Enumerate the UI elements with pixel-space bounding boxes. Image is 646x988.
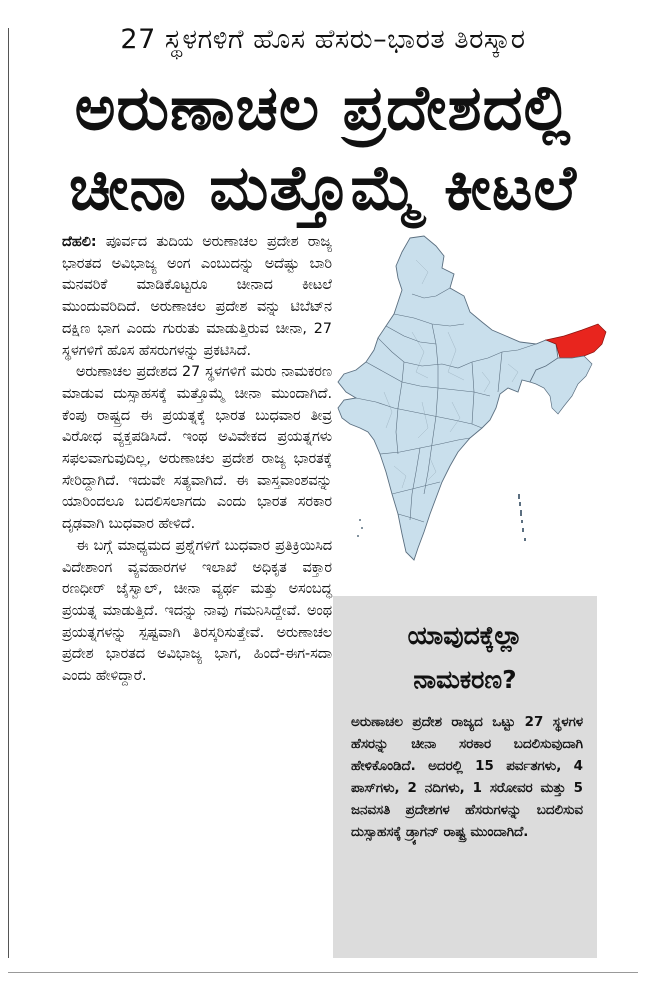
lakshadweep-islands bbox=[357, 519, 363, 537]
article-paragraph: ಈ ಬಗ್ಗೆ ಮಾಧ್ಯಮದ ಪ್ರಶ್ನೆಗಳಿಗೆ ಬುಧವಾರ ಪ್ರತಿಕ್ರಿಯಿಸಿದ ವಿದೇಶಾಂಗ ವ್ಯವಹಾರಗಳ ಇಲಾಖೆ ಅಧಿಕೃತ ವಕ್ತಾರ ರಣಧೀರ್ ಜೈಸ್ವಾಲ್, ಚೀನಾ ವ್ಯರ್ಥ ಮತ್ತು ಅಸಂಬದ್ಧ ಪ್ರಯತ್ನ ಮಾಡುತ್ತಿದೆ. ಇದನ್ನು ನಾವು ಗಮನಿಸಿದ್ದೇವೆ. ಅಂಥ ಪ್ರಯತ್ನಗಳನ್ನು ಸ್ಪಷ್ಟವಾಗಿ ತಿರಸ್ಕರಿಸುತ್ತೇವೆ. ಅರುಣಾಚಲ ಪ್ರದೇಶ ಭಾರತದ ಅವಿಭಾಜ್ಯ ಭಾಗ, ಹಿಂದೆ-ಈಗ-ಸದಾ ಎಂದು ಹೇಳಿದ್ದಾರೆ. bbox=[62, 537, 332, 685]
sidebar-box bbox=[333, 596, 597, 958]
article-body bbox=[62, 232, 332, 688]
india-map-graphic bbox=[332, 232, 610, 582]
sidebar-title-line-1: ಯಾವುದಕ್ಕೆಲ್ಲಾ bbox=[407, 621, 523, 650]
kicker-headline: 27 ಸ್ಥಳಗಳಿಗೆ ಹೊಸ ಹೆಸರು–ಭಾರತ ತಿರಸ್ಕಾರ bbox=[120, 24, 526, 55]
article-paragraph bbox=[62, 232, 332, 362]
india-landmass bbox=[338, 236, 558, 560]
bottom-rule bbox=[8, 972, 638, 973]
headline-line-2: ಚೀನಾ ಮತ್ತೊಮ್ಮೆ ಕೀಟಲೆ bbox=[68, 151, 578, 224]
paragraph-1-text: ಪೂರ್ವದ ತುದಿಯ ಅರುಣಾಚಲ ಪ್ರದೇಶ ರಾಜ್ಯ ಭಾರತದ ಅವಿಭಾಜ್ಯ ಅಂಗ ಎಂಬುದನ್ನು ಅದೆಷ್ಟು ಬಾರಿ ಮನವರಿಕೆ ಮಾಡಿಕೊಟ್ಟರೂ ಚೀನಾದ ಕೀಟಲೆ ಮುಂದುವರಿದಿದೆ. ಅರುಣಾಚಲ ಪ್ರದೇಶ ವನ್ನು ಟಿಬೆಟ್‌ನ ದಕ್ಷಿಣ ಭಾಗ ಎಂದು ಗುರುತು ಮಾಡುತ್ತಿರುವ ಚೀನಾ, 27 ಸ್ಥಳಗಳಿಗೆ ಹೊಸ ಹೆಸರುಗಳನ್ನು ಪ್ರಕಟಿಸಿದೆ. bbox=[62, 234, 332, 359]
andaman-islands bbox=[518, 494, 526, 541]
article-paragraph: ಅರುಣಾಚಲ ಪ್ರದೇಶದ 27 ಸ್ಥಳಗಳಿಗೆ ಮರು ನಾಮಕರಣ ಮಾಡುವ ದುಸ್ಸಾಹಸಕ್ಕೆ ಮತ್ತೊಮ್ಮೆ ಚೀನಾ ಮುಂದಾಗಿದೆ. ಕೆಂಪು ರಾಷ್ಟ್ರದ ಈ ಪ್ರಯತ್ನಕ್ಕೆ ಭಾರತ ಬುಧವಾರ ತೀವ್ರ ವಿರೋಧ ವ್ಯಕ್ತಪಡಿಸಿದೆ. ಇಂಥ ಅವಿವೇಕದ ಪ್ರಯತ್ನಗಳು ಸಫಲವಾಗುವುದಿಲ್ಲ, ಅರುಣಾಚಲ ಪ್ರದೇಶ ರಾಜ್ಯ ಭಾರತಕ್ಕೆ ಸೇರಿದ್ದಾಗಿದೆ. ಇದುವೇ ಸತ್ಯವಾಗಿದೆ. ಈ ವಾಸ್ತವಾಂಶವನ್ನು ಯಾರಿಂದಲೂ ಬದಲಿಸಲಾಗದು ಎಂದು ಭಾರತ ಸರಕಾರ ದೃಢವಾಗಿ ಬುಧವಾರ ಹೇಳಿದೆ. bbox=[62, 364, 332, 533]
sidebar-body-text: ಅರುಣಾಚಲ ಪ್ರದೇಶ ರಾಜ್ಯದ ಒಟ್ಟು 27 ಸ್ಥಳಗಳ ಹೆಸರನ್ನು ಚೀನಾ ಸರಕಾರ ಬದಲಿಸುವುದಾಗಿ ಹೇಳಿಕೊಂಡಿದೆ. ಅದರಲ್ಲಿ 15 ಪರ್ವತಗಳು, 4 ಪಾಸ್‌ಗಳು, 2 ನದಿಗಳು, 1 ಸರೋವರ ಮತ್ತು 5 ಜನವಸತಿ ಪ್ರದೇಶಗಳ ಹೆಸರುಗಳನ್ನು ಬದಲಿಸುವ ದುಸ್ಸಾಹಸಕ್ಕೆ ಡ್ರ್ಯಾಗನ್ ರಾಷ್ಟ್ರ ಮುಂದಾಗಿದೆ. bbox=[351, 715, 583, 840]
sidebar-title-line-2: ನಾಮಕರಣ? bbox=[413, 665, 517, 694]
dateline: ದೆಹಲಿ: bbox=[62, 234, 97, 250]
india-map bbox=[332, 232, 610, 582]
headline-line-1: ಅರುಣಾಚಲ ಪ್ರದೇಶದಲ್ಲಿ bbox=[74, 71, 572, 144]
